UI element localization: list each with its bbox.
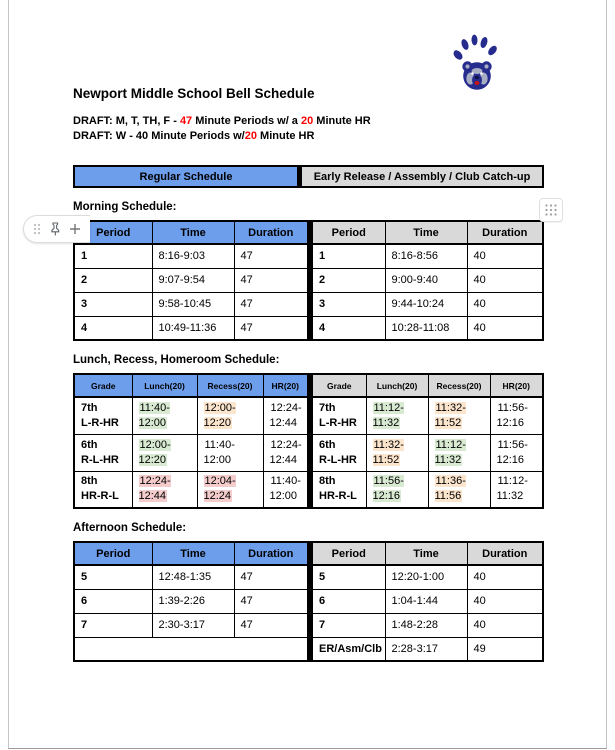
merged-empty-cell [74,637,308,661]
draft-notes [73,114,543,144]
time-cell: 1:48-2:28 [385,613,467,637]
time-cell: 9:00-9:40 [385,268,467,292]
table-row [311,268,543,292]
early-release-header: Early Release / Assembly / Club Catch-up [302,167,542,186]
grade-cell: 7th L-R-HR [311,397,366,434]
afternoon-schedule-heading: Afternoon Schedule: [73,522,187,534]
column-header: Time [152,542,234,565]
duration-cell: 49 [467,637,543,661]
grade-cell: 6th R-L-HR [311,434,366,471]
lunch-tables [73,373,544,509]
time-cell [428,397,490,434]
table-row [74,613,308,637]
afternoon-early-table [309,541,544,662]
highlighted-time: 12:00- 12:20 [203,401,236,429]
column-header: Period [311,221,385,244]
period-cell: 7 [74,613,152,637]
period-cell: 2 [74,268,152,292]
schedule-type-banner [73,165,544,188]
column-header: Period [74,221,152,244]
afternoon-tables [73,541,544,662]
table-row [74,434,308,471]
grade-cell: 8th HR-R-L [311,471,366,508]
time-cell [263,397,308,434]
column-header: Duration [234,542,308,565]
highlighted-time: 11:56- 12:16 [496,438,528,466]
time-cell [132,434,197,471]
draft-line-1: DRAFT: M, T, TH, F - 47 Minute Periods w/ a 20 Minute HR [73,115,371,127]
time-cell: 12:20-1:00 [385,565,467,589]
duration-cell: 47 [234,316,308,340]
table-row [311,434,543,471]
table-row [74,244,308,268]
time-cell: 12:48-1:35 [152,565,234,589]
highlighted-time: 11:12- 11:32 [496,475,528,503]
period-cell: 3 [74,292,152,316]
column-header: HR(20) [490,374,543,397]
time-cell [428,434,490,471]
column-header: Duration [467,542,543,565]
time-cell [366,471,428,508]
duration-cell: 47 [234,244,308,268]
duration-cell: 47 [234,268,308,292]
table-row [74,637,308,661]
document-content [9,0,606,662]
morning-schedule-heading: Morning Schedule: [73,201,177,213]
time-cell [197,397,263,434]
column-header: Time [385,542,467,565]
column-header: Recess(20) [197,374,263,397]
table-row [311,397,543,434]
table-row [311,589,543,613]
table-row [74,292,308,316]
grade-cell: 6th R-L-HR [74,434,132,471]
header-row [74,374,308,397]
time-cell: 2:30-3:17 [152,613,234,637]
highlighted-time: 11:56- 12:16 [496,401,528,429]
period-cell: 6 [311,589,385,613]
table-row [74,397,308,434]
grade-cell: 8th HR-R-L [74,471,132,508]
time-cell: 8:16-9:03 [152,244,234,268]
table-row [311,613,543,637]
column-header: HR(20) [263,374,308,397]
bear-paw-logo [447,32,507,94]
time-cell [132,471,197,508]
period-cell: 4 [74,316,152,340]
time-cell [490,397,543,434]
period-cell: ER/Asm/Clb [311,637,385,661]
period-cell: 3 [311,292,385,316]
period-cell: 1 [74,244,152,268]
duration-cell: 47 [234,565,308,589]
time-cell: 10:28-11:08 [385,316,467,340]
table-row [311,292,543,316]
document-title: Newport Middle School Bell Schedule [73,86,315,101]
highlighted-time: 12:24- 12:44 [269,401,302,429]
period-cell: 7 [311,613,385,637]
highlighted-time: 11:56- 12:16 [372,475,404,503]
lunch-regular-table [73,373,309,509]
highlighted-time: 11:32- 11:52 [434,401,466,429]
header-row [74,221,308,244]
duration-cell: 40 [467,268,543,292]
time-cell [197,471,263,508]
time-cell: 1:04-1:44 [385,589,467,613]
table-row [74,268,308,292]
pin-header-row-icon[interactable] [49,222,61,236]
highlighted-time: 11:40- 12:00 [138,401,170,429]
column-header: Grade [311,374,366,397]
time-cell: 1:39-2:26 [152,589,234,613]
time-cell [490,434,543,471]
column-header: Period [311,542,385,565]
time-cell: 10:49-11:36 [152,316,234,340]
column-header: Period [74,542,152,565]
morning-early-table [309,220,544,341]
table-row [74,316,308,340]
highlighted-time: 12:04- 12:24 [203,475,236,503]
header-row [311,374,543,397]
time-cell: 9:44-10:24 [385,292,467,316]
time-cell: 9:58-10:45 [152,292,234,316]
highlighted-time: 12:24- 12:44 [138,475,171,503]
period-cell: 4 [311,316,385,340]
highlighted-time: 11:40- 12:00 [269,475,301,503]
draft-line-2: DRAFT: W - 40 Minute Periods w/20 Minute HR [73,130,315,142]
time-cell [132,397,197,434]
column-header: Duration [234,221,308,244]
duration-cell: 47 [234,589,308,613]
time-cell [366,397,428,434]
duration-cell: 40 [467,292,543,316]
table-row-toolbar [23,215,90,243]
duration-cell: 40 [467,244,543,268]
time-cell: 8:16-8:56 [385,244,467,268]
table-row [311,565,543,589]
add-row-icon[interactable] [69,223,81,235]
lunch-schedule-heading: Lunch, Recess, Homeroom Schedule: [73,354,280,366]
morning-tables [73,220,544,341]
duration-cell: 47 [234,292,308,316]
period-cell: 5 [74,565,152,589]
lunch-early-table [309,373,544,509]
header-row [311,542,543,565]
table-drag-grid-handle[interactable] [539,198,563,222]
time-cell [263,471,308,508]
time-cell [428,471,490,508]
column-header: Grade [74,374,132,397]
highlighted-time: 11:12- 11:32 [434,438,466,466]
highlighted-time: 11:32- 11:52 [372,438,404,466]
duration-cell: 40 [467,316,543,340]
time-cell: 2:28-3:17 [385,637,467,661]
period-cell: 1 [311,244,385,268]
duration-cell: 40 [467,613,543,637]
highlighted-time: 12:00- 12:20 [138,438,171,466]
time-cell [366,434,428,471]
column-header: Time [152,221,234,244]
table-row [311,637,543,661]
duration-cell: 40 [467,589,543,613]
table-row [311,471,543,508]
highlighted-time: 11:12- 11:32 [372,401,404,429]
highlighted-time: 12:24- 12:44 [269,438,302,466]
column-header: Lunch(20) [366,374,428,397]
regular-schedule-header: Regular Schedule [75,167,297,186]
drag-handle-icon[interactable] [33,223,41,235]
column-header: Time [385,221,467,244]
time-cell: 9:07-9:54 [152,268,234,292]
time-cell [197,434,263,471]
highlighted-time: 11:36- 11:56 [434,475,466,503]
time-cell [263,434,308,471]
column-header: Lunch(20) [132,374,197,397]
table-row [74,471,308,508]
duration-cell: 40 [467,565,543,589]
morning-regular-table [73,220,309,341]
column-header: Recess(20) [428,374,490,397]
table-row [74,565,308,589]
table-row [311,316,543,340]
period-cell: 6 [74,589,152,613]
afternoon-regular-table [73,541,309,662]
header-row [74,542,308,565]
duration-cell: 47 [234,613,308,637]
header-row [311,221,543,244]
document-page [8,0,607,749]
highlighted-time: 11:40- 12:00 [203,438,235,466]
grade-cell: 7th L-R-HR [74,397,132,434]
table-row [311,244,543,268]
time-cell [490,471,543,508]
period-cell: 5 [311,565,385,589]
period-cell: 2 [311,268,385,292]
table-row [74,589,308,613]
column-header: Duration [467,221,543,244]
